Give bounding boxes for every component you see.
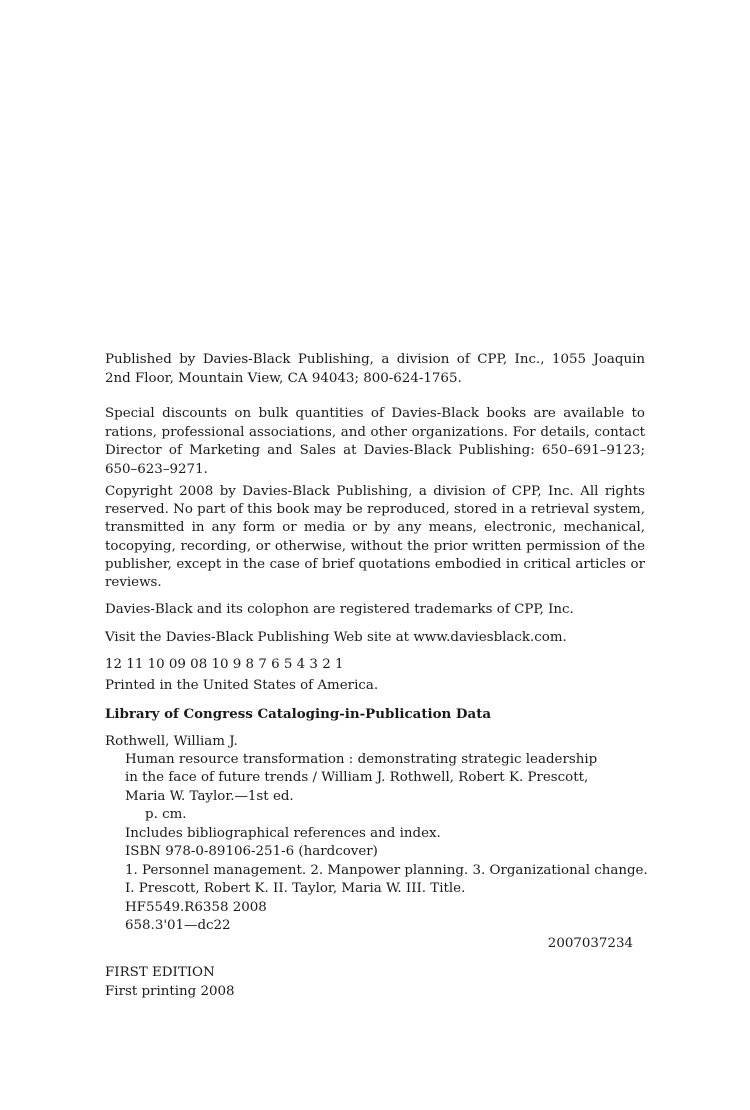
cip-note: Includes bibliographical references and index.: [125, 826, 441, 841]
cip-lc-class: HF5549.R6358 2008: [125, 900, 267, 915]
copyright-line: tocopying, recording, or otherwise, without the prior written permission of the: [105, 539, 645, 554]
discounts-line: Special discounts on bulk quantities of Davies-Black books are available to: [105, 406, 645, 421]
cip-title-line: in the face of future trends / William J. Rothwell, Robert K. Prescott,: [125, 770, 589, 785]
publisher-info-line: Published by Davies-Black Publishing, a division of CPP, Inc., 1055 Joaquin: [105, 352, 645, 367]
copyright-line: publisher, except in the case of brief quotations embodied in critical articles or: [105, 557, 645, 572]
first-printing: First printing 2008: [105, 984, 235, 999]
cip-author: Rothwell, William J.: [105, 734, 238, 749]
cip-lccn: 2007037234: [547, 936, 633, 951]
trademark-notice: Davies-Black and its colophon are registered trademarks of CPP, Inc.: [105, 602, 574, 617]
copyright-line: reviews.: [105, 575, 162, 590]
cip-heading: Library of Congress Cataloging-in-Publication Data: [105, 706, 492, 722]
discounts-line: Director of Marketing and Sales at Davies-Black Publishing: 650–691–9123;: [105, 443, 645, 458]
publisher-info-line: 2nd Floor, Mountain View, CA 94043; 800-624-1765.: [105, 371, 462, 386]
printing-numbers: 12 11 10 09 08 10 9 8 7 6 5 4 3 2 1: [105, 657, 344, 672]
copyright-line: Copyright 2008 by Davies-Black Publishing, a division of CPP, Inc. All rights: [105, 484, 645, 499]
copyright-line: reserved. No part of this book may be reproduced, stored in a retrieval system,: [105, 502, 645, 517]
cip-title-line: Human resource transformation : demonstrating strategic leadership: [125, 752, 598, 767]
copyright-line: transmitted in any form or media or by any means, electronic, mechanical,: [105, 520, 645, 535]
discounts-line: rations, professional associations, and other organizations. For details, contact: [105, 425, 645, 440]
discounts-line: 650–623–9271.: [105, 462, 208, 477]
cip-added-entries: I. Prescott, Robert K. II. Taylor, Maria W. III. Title.: [125, 881, 466, 896]
cip-isbn: ISBN 978-0-89106-251-6 (hardcover): [125, 844, 378, 859]
cip-title-line: Maria W. Taylor.—1st ed.: [125, 789, 294, 804]
website-notice: Visit the Davies-Black Publishing Web site at www.daviesblack.com.: [105, 630, 567, 645]
cip-dewey: 658.3'01—dc22: [125, 918, 231, 933]
cip-subjects: 1. Personnel management. 2. Manpower planning. 3. Organizational change.: [125, 863, 648, 878]
edition: FIRST EDITION: [105, 965, 215, 980]
cip-pcm: p. cm.: [145, 807, 187, 822]
printed-in: Printed in the United States of America.: [105, 678, 379, 693]
